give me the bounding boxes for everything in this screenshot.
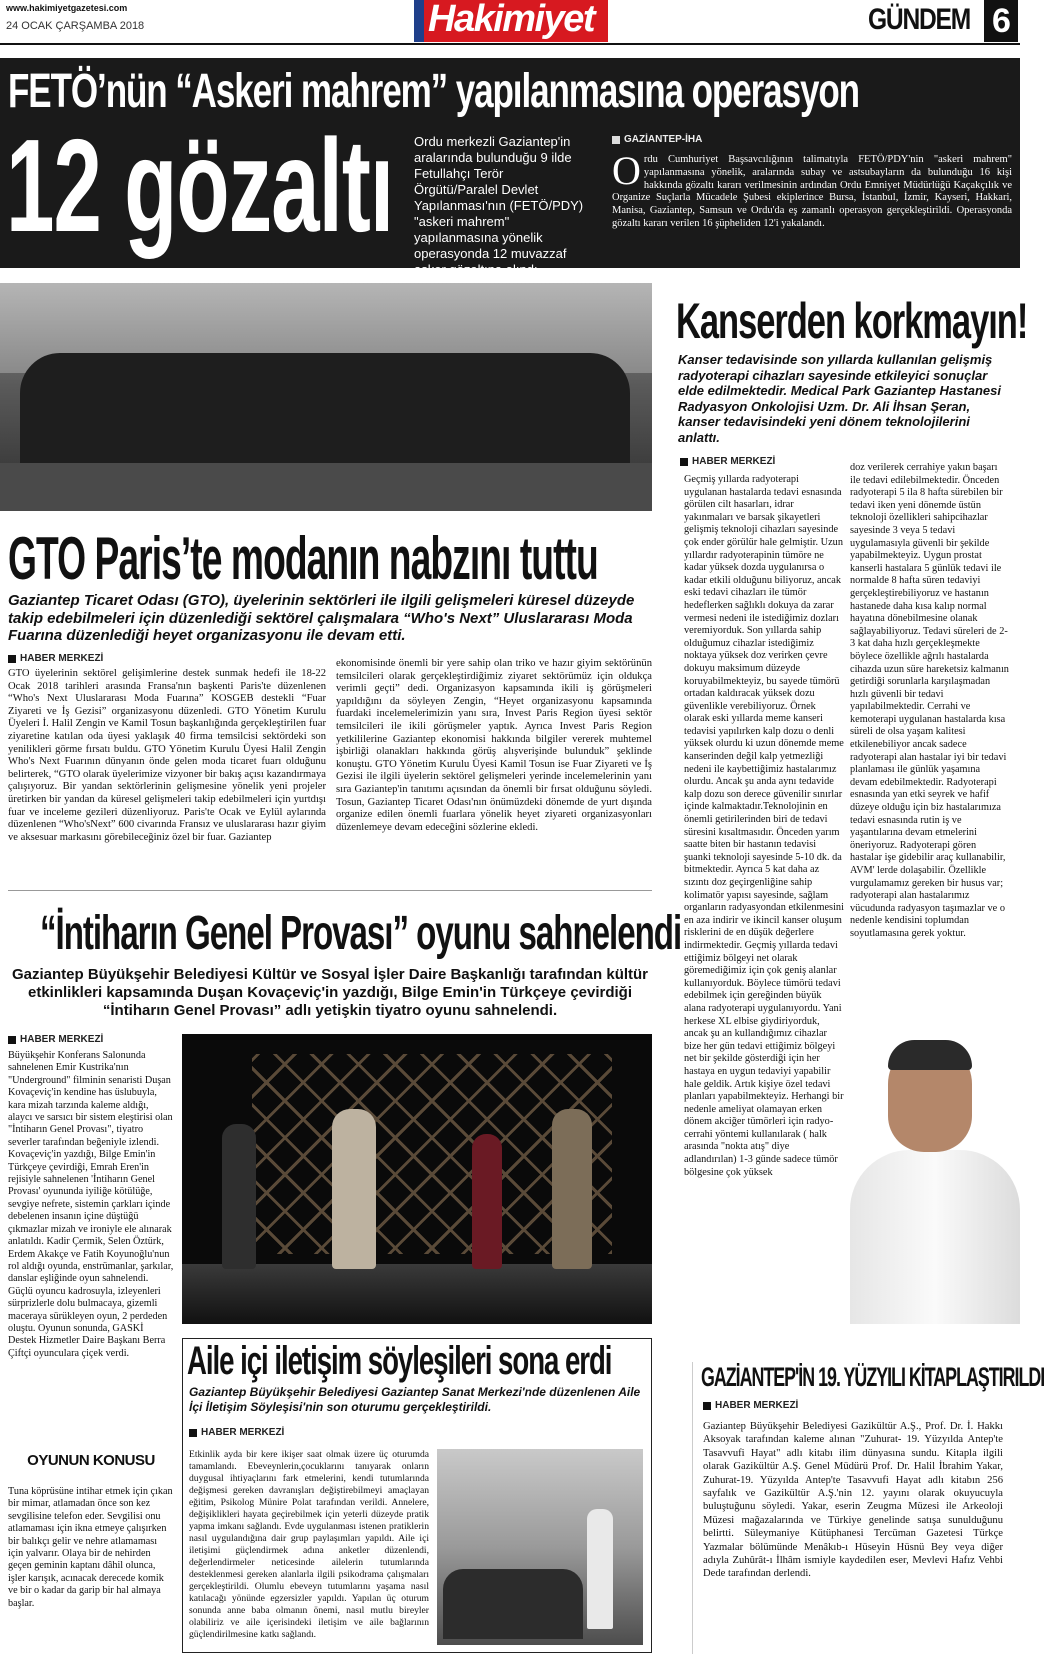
photo-crowd	[20, 353, 630, 463]
logo-text: Hakimiyet	[428, 0, 595, 40]
seminar-audience	[443, 1569, 583, 1639]
aile-seminar-photo	[437, 1449, 643, 1645]
intihar-tag-text: HABER MERKEZİ	[20, 1034, 104, 1045]
tag-square-icon	[8, 655, 16, 663]
kanser-body-col1: Geçmiş yıllarda radyoterapi uygulanan hastalarda tedavi esnasında görülen cilt hasarları, idrar yakınmaları ve barsak şikayetleri gelişmiş teknoloji cihazları sayesinde çok ender görülür hale gelmiştir. Uzun yıllardır radyoterapinin tümöre ne kadar yüksek dozda uygulanırsa o kadar etkili olduğunu biliyoruz, ancak eski tedavi cihazları ile tümör hedeflerken sağlıklı dokuya da zarar vermesi nedeni ile istediğimiz dozları veremiyorduk. Son yıllarda sahip olduğumuz cihazlar istediğimiz noktaya yüksek doz verirken çevre dokuyu maksimum düzeyde koruyabilmekteyiz, bu sayede tümörü ortadan kaldıracak yüksek dozu güvenlikle verebiliyoruz. Örnek olarak eski yıllarda meme kanseri tedavisi yapılırken kalp dozu o denli yüksek olurdu ki uzun dönemde meme kanserinden değil kalp yetmezliği nedeni ile kaybettiğimiz hastalarımız olurdu. Ancak şu anda aynı tedavide kalp dozu son derece güvenilir sınırlar içinde kalmaktadır.Teknolojinin en önemli getirilerinden biri de tedavi süresini kısaltmasıdır. Önceden yarım saatte biten bir hastanın tedavisi şuanki teknoloji sayesinde 5-10 dk. da bitmektedir. Ayrıca 5 kat daha az sızıntı doz geçirgenliğine sahip kolimatör yapısı sayesinde, sağlam organların radyasyondan etkilenmesini en aza indirir ve ikincil kanser oluşum risklerini de en düşük değerlere indirmektedir. Geçmiş yıllarda tedavi ettiğimiz bölgeyi net olarak göremediğimiz için çok geniş alanlar kullanıyorduk. Böylece tümörü tedavi edebilmek için gereğinden büyük alana radyoterapi uygulanıyordu. Yani herkese XL elbise giydiriyorduk, ancak şu an kullandığımız cihazlar bize her gün tedavi ettiğimiz bölgeyi net bir şekilde gösterdiği için her hastaya en uygun tedaviyi yapabilir hale geldik. Artık kişiye özel tedavi planları yapabilmekteyiz. Herhangi bir nedenle ameliyat olamayan erken dönem akciğer tümörleri için radyo-cerrahi yöntemi kullanılarak ( halk arasında "nokta atış" diye adlandırılan) 1-3 günde sadece tümör bölgesine çok yüksek	[684, 474, 844, 1178]
aile-lead: Gaziantep Büyükşehir Belediyesi Gaziantep Sanat Merkezi'nde düzenlenen Aile İçi İletişim Söyleşisi'nin son oturumu gerçekleştirildi.	[189, 1385, 641, 1414]
kanser-tag-text: HABER MERKEZİ	[692, 456, 776, 467]
issue-date: 24 OCAK ÇARŞAMBA 2018	[6, 20, 145, 32]
intihar-tag	[8, 1034, 103, 1045]
aile-tag-text: HABER MERKEZİ	[201, 1427, 285, 1438]
feto-summary: Ordu merkezli Gaziantep'in aralarında bulunduğu 9 ilde Fetullahçı Terör Örgütü/Paralel Devlet Yapılanması'nın (FETÖ/PDY) "askeri mahrem" yapılanmasına yönelik operasyonda 12 muvazzaf asker gözaltına alındı.	[414, 134, 584, 277]
kitap-headline: GAZİANTEP'İN 19. YÜZYILI KİTAPLAŞTIRILDI	[701, 1362, 1044, 1392]
gto-headline: GTO Paris’te modanın nabzını tuttu	[8, 525, 598, 592]
tag-square-icon	[8, 1036, 16, 1044]
aile-headline: Aile içi iletişim söyleşileri sona erdi	[187, 1339, 612, 1383]
intihar-subheading: OYUNUN KONUSU	[27, 1452, 155, 1469]
kitap-body: Gaziantep Büyükşehir Belediyesi Gazikültür A.Ş., Prof. Dr. İ. Hakkı Aksoyak tarafından kaleme alınan "Zuhurat- 19. Yüzyılda Antep'te Tasavvufi Hayat" adlı kitabı ilim dünyasına sundu. Kitapla ilgili olarak Gazikültür A.Ş. Genel Müdürü Prof. Dr. Halil İbrahim Yakar, Zuhurat-19. Yüzyılda Antep'te Tasavvufi Hayat adlı kitabın 256 sayfalık ve Gazikültür A.Ş.'nin 12. yayını olarak okuyucuyla buluştuğunu söyledi. Yakar, eserin Zeugma Müzesi ile Arkeoloji Müzesi mağazalarında ve Türkiye genelinde satışa sunulduğunu belirtti. Süleymaniye Kütüphanesi Tercüman Gazetesi Türkçe Yazmalar bölümünde Menâkıb-ı Hüseyin Hüsnü Bey veya diğer adıyla Zuhûrât-ı İlhâm ismiyle kaydedilen eser, Mevlevi Hafız Vehbi Dede tarafından derlendi.	[703, 1421, 1003, 1580]
kitap-tag-text: HABER MERKEZİ	[715, 1400, 799, 1411]
intihar-top-rule	[8, 890, 652, 891]
actor-4	[552, 1109, 592, 1269]
kitap-box	[692, 1362, 1044, 1654]
feto-tag	[612, 134, 702, 145]
kitap-tag	[703, 1400, 798, 1411]
intihar-sub-body: Tuna köprüsüne intihar etmek için çıkan bir mimar, atlamadan önce son kez sevgilisine telefon eder. Sevgilisi onu atlamaması için ikna etmeye çalışırken bir balıkçı gelir ve nehre atlamaması için yalvarır. Olaya bir de nehirden geçen geminin kaptanı dâhil olunca, işler karışık, acınacak derecede komik ve bir o kadar da garip bir hal almaya başlar.	[8, 1486, 173, 1609]
intihar-body: Büyükşehir Konferans Salonunda sahnelenen Emir Kustrika'nın "Underground" filminin senaristi Duşan Kovaçeviç'in kendine has üslubuyla, kara mizah tarzında kaleme aldığı, alaycı ve sarsıcı bir sistem eleştirisi olan "İntiharın Genel Provası", tiyatro severler tarafından beğeniyle izlendi. Kovaçeviç'in yazdığı, Bilge Emin'in Türkçeye çevirdiği, Emrah Eren'in rejisiyle sahnelenen 'İntiharın Genel Provası' oyununda iyiliğe kötülüğe, sevgiye nefrete, sistemin çarkları içinde debelenen insanın içine düştüğü çıkmazlar mizah ve ironiyle ele alınarak anlatıldı. Kadir Çermik, Selen Öztürk, Erdem Akakçe ve Fatih Koyunoğlu'nun rol aldığı oyunda, enstrümanlar, şarkılar, danslar eşliğinde oyun sahnelendi. Güçlü oyuncu kadrosuyla, izleyenleri sürprizlerle dolu bulmacaya, gizemli maceraya sürükleyen oyun, 2 perdeden oluştu. Oyunun sonunda, GASKİ Destek Hizmetler Daire Başkanı Berra Çiftçi oyunculara çiçek verdi.	[8, 1050, 174, 1359]
gto-body-col2: ekonomisinde önemli bir yere sahip olan triko ve hazır giyim sektörünün temsilcileri olarak gerçekleştirdiğimiz ziyaret sektörümüz için oldukça verimli geçti” dedi. Organizasyon kapsamında ikili iş görüşmeleri yapıldığını da söyleyen Zengin, “Heyet organizasyonu kapsamında fuardaki incelemelerimizin yanı sıra, Invest Paris Region üyesi sektör temsilcileri ile ikili görüşmeler yaptık. Ayrıca Invest Paris Region yetkililerine Gaziantep ekonomisi hakkında bilgiler vererek muhtemel işbirliği olanakları hakkında görüş alışverişinde bulunduk” şeklinde konuştu. GTO Yönetim Kurulu Üyesi Kamil Tosun ise Fuar Ziyareti ve İş Gezisi ile ilgili üyelerin sektörel gelişmeleri yerinde incelemelerinin yanı sıra Gaziantep'in tanıtımı açısından da önemli bir fırsat olduğunu söyledi. Tosun, Gaziantep Ticaret Odası'nın önümüzdeki dönemde de yurt dışında organize edilen önemli fuarlara yönelik heyet ziyareti organizasyonları düzenlemeye devam edeceğini sözlerine ekledi.	[336, 658, 652, 833]
tag-square-icon	[680, 458, 688, 466]
intihar-headline: “İntiharın Genel Provası” oyunu sahnelendi	[40, 907, 682, 960]
actor-1	[222, 1124, 256, 1269]
aile-body: Etkinlik ayda bir kere ikişer saat olmak üzere üç oturumda tamamlandı. Ebeveynlerin,çocuklarını tanıyarak onların duygusal ihtiyaçlarını fark etmelerini, kendi tutumlarında değişmesi gereken davranışları değiştirebilmeyi amaçlayan eğitim, Psikolog Münire Polat tarafından verildi. Annelere, değişiklikleri hayata geçirebilmek için yeterli düzeyde pratik yapma imkanı sağlandı. Evde uygulanması istenen pratiklerin nasıl uygulandığına dair grup paylaşımları yapıldı. Aile içi iletişimi güçlendirmek adına anketler düzenlendi, değerlendirmeler neticesinde ailelerin tutumlarında desteklenmesi gereken alanlarla ilgili psikodrama çalışmaları gerçekleştirildi. Olumlu ebeveyn tutumlarını yaşama nasıl katılacağı yönünde egzersizler yapıldı. Yapılan üç oturum sonunda anne baba olmanın önemi, nasıl mutlu bireyler olabiliriz ve aile içerisindeki iletişim ve aile bağlarının güçlendirilmesine katkı sağlandı.	[189, 1449, 429, 1640]
kanser-tag	[680, 456, 775, 467]
theatre-stage-photo	[182, 1034, 652, 1324]
feto-big-count: 12 gözaltı	[6, 112, 394, 259]
gto-body-col1: GTO üyelerinin sektörel gelişimlerine destek sunmak hedefi ile 18-22 Ocak 2018 tarihleri arasında Fransa'nın başkenti Paris'te düzenlenen “Who's Next Uluslararası Moda Fuarına” KOSGEB destekli “Fuar Ziyareti ve İş Gezisi” organizasyonu düzenledi. GTO Yönetim Kurulu Üyeleri İ. Halil Zengin ve Kamil Tosun başkanlığında gerçekleştirilen fuar ziyaretine katılan oda üyesi yaklaşık 40 firma temsilcisi sektördeki son yenilikleri görme fırsatı buldu. GTO Yönetim Kurulu Üyesi Halil Zengin Who's Next Fuarının dünyanın önde gelen moda ticaret fuarı olduğunu belirterek, “GTO olarak üyelerimize vizyoner bir bakış açısı kazandırmaya çalışıyoruz. Bir yandan sektörlerinin gelişmesine yönelik yeni projeler üretirken bir yandan da küresel gelişmeleri takip edebilmeleri için yurtdışı fuar ve inceleme gezileri düzenliyoruz. Paris'te Ocak ve Eylül aylarında düzenlenen “Who'sNext” 600 civarında Fransız ve uluslararası hazır giyim ve aksesuar markasını görebileceğiniz özel bir fuar. Gaziantep	[8, 668, 326, 843]
tag-square-icon	[189, 1429, 197, 1437]
seminar-speaker	[587, 1509, 613, 1629]
feto-tag-text: GAZİANTEP-İHA	[624, 134, 703, 145]
feto-banner	[0, 58, 1020, 277]
gto-tag-text: HABER MERKEZİ	[20, 653, 104, 664]
gto-group-photo	[0, 283, 652, 511]
header-rule	[0, 43, 1020, 45]
website-url[interactable]: www.hakimiyetgazetesi.com	[6, 3, 128, 13]
kanser-lead: Kanser tedavisinde son yıllarda kullanılan gelişmiş radyoterapi cihazları sayesinde etkileyici sonuçlar elde edilmektedir. Medical Park Gaziantep Hastanesi Radyasyon Onkolojisi Uzm. Dr. Ali İhsan Şeran, kanser tedavisindeki yeni dönem teknolojilerini anlattı.	[678, 352, 1001, 445]
tag-square-icon	[703, 1402, 711, 1410]
intihar-lead: Gaziantep Büyükşehir Belediyesi Kültür ve Sosyal İşler Daire Başkanlığı tarafından kültür etkinlikleri kapsamında Duşan Kovaçeviç'in yazdığı, Bilge Emin'in Türkçeye çevirdiği “İntiharın Genel Provası” adlı yetişkin tiyatro oyunu sahnelendi.	[11, 966, 649, 1019]
kanser-body-col2: doz verilerek cerrahiye yakın başarı ile tedavi edilebilmektedir. Önceden radyoterapi 5 ila 8 hafta sürebilen bir tedavi iken yeni dönemde üstün teknoloji özellikleri sahipcihazlar sayesinde 3 veya 5 tedavi uygulamasıyla güvenli bir şekilde yapabilmekteyiz. Uygun prostat kanserli hastalara 5 günlük tedavi ile normalde 8 hafta süren tedaviyi gerçekleştirebiliyoruz ve hastanın hastanede daha kısa kalıp normal hayatına dönebilmesine olanak sağlayabiliyoruz. Tedavi süreleri de 2-3 kat daha hızlı gerçekleşmekte böylece özellikle ağrılı hastalarda cihazda uzun süre hareketsiz kalmanın getirdiği sorunlarla karşılaşmadan hızlı güvenli bir tedavi yapılabilmektedir. Cerrahi ve kemoterapi uygulanan hastalarda kısa süreli de olsa yaşam kalitesi etkilenebiliyor ancak sadece radyoterapi alan hastalar iyi bir tedavi planlaması ile günlük yaşamına devam edebilmektedir. Radyoterapi esnasında yan etki seyrek ve hafif düzeye olduğu için biz hastalarımıza tedavi esnasında rutin iş ve yaşantılarına devam etmelerini öneriyoruz. Radyoterapi gören hastalar işe gidebilir araç kullanabilir, AVM' lerde dolaşabilir. Özellikle vurgulamamız gereken bir husus var; radyoterapi alan hastalarımız vücudunda radyasyon taşımazlar ve o nedenle kendisini toplumdan soyutlamasına gerek yoktur.	[850, 462, 1009, 939]
doctor-hair	[888, 1040, 972, 1070]
doctor-coat	[850, 1150, 1020, 1324]
gto-tag	[8, 653, 103, 664]
kanser-headline: Kanserden korkmayın!	[676, 293, 1028, 349]
doctor-portrait	[838, 1032, 1020, 1324]
aile-tag	[189, 1427, 284, 1438]
photo-floor	[0, 463, 652, 511]
actor-3	[472, 1134, 502, 1269]
page-number-box	[984, 0, 1018, 42]
feto-dropcap: O	[612, 148, 641, 193]
feto-headline: FETÖ’nün “Askeri mahrem” yapılanmasına operasyon	[8, 65, 859, 118]
feto-body-block	[612, 148, 1012, 231]
logo-stripe	[414, 0, 424, 42]
page-number: 6	[992, 2, 1011, 40]
gto-lead: Gaziantep Ticaret Odası (GTO), üyelerinin sektörleri ile ilgili gelişmeleri küresel düzeyde takip edebilmeleri için düzenlediği sektörel çalışmalara “Who's Next” Uluslararası Moda Fuarına düzenlediği heyet organizasyonu ile devam etti.	[8, 592, 635, 644]
section-name: GÜNDEM	[868, 3, 970, 36]
actor-2	[332, 1109, 376, 1269]
masthead-logo	[414, 0, 608, 42]
tag-square-icon	[612, 136, 620, 144]
stage-floor	[182, 1264, 652, 1324]
aile-box	[182, 1338, 652, 1653]
feto-body: rdu Cumhuriyet Başsavcılığının talimatıyla FETÖ/PDY'nin "askeri mahrem" yapılanmasına yönelik, aralarında subay ve astsubayların da bulunduğu 16 kişi hakkında gözaltı kararı verilmesinin ardından Ordu Emniyet Müdürlüğü Kaçakçılık ve Organize Suçlarla Mücadele Şubesi ekiplerince Bursa, İstanbul, İzmir, Kayseri, Hakkari, Manisa, Gaziantep, Samsun ve Ordu'da eş zamanlı operasyon gerçekleştirildi. Operasyonda gözaltı kararı verilen 16 şüpheliden 12'i yakalandı.	[612, 154, 1012, 229]
